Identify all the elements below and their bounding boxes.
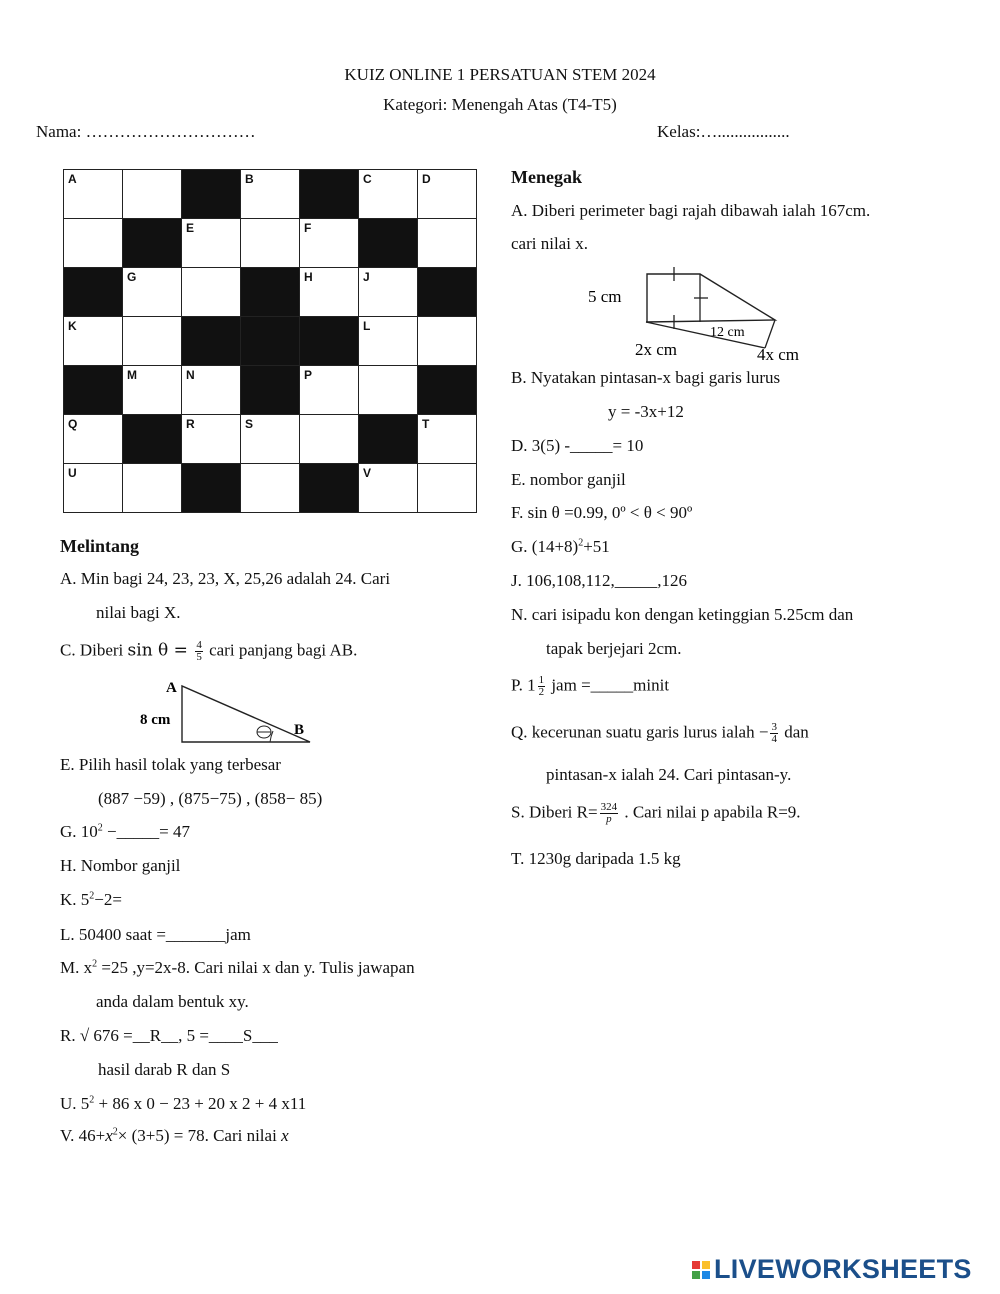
grid-cell-number — [182, 268, 240, 270]
angle-arc — [270, 731, 273, 742]
grid-cell-number: H — [304, 270, 313, 284]
grid-cell[interactable] — [359, 464, 418, 513]
grid-row — [64, 268, 477, 317]
grid-cell-black — [241, 268, 300, 317]
grid-cell[interactable] — [123, 268, 182, 317]
name-field-label[interactable]: Nama: ………………………… — [36, 122, 256, 141]
grid-cell-black — [418, 366, 477, 415]
clue-v-var2: x — [281, 1126, 289, 1145]
fraction-denominator: 5 — [196, 651, 202, 663]
across-clue-k — [60, 890, 122, 910]
down-clue-e: E. nombor ganjil — [511, 470, 626, 489]
down-clue-a: A. Diberi perimeter bagi rajah dibawah ialah 167cm. — [511, 201, 871, 220]
grid-cell-number — [418, 317, 476, 319]
down-clue-b-equation: y = -3x+12 — [608, 402, 684, 421]
across-clue-r-cont: hasil darab R dan S — [98, 1060, 231, 1079]
down-clue-g — [511, 537, 610, 557]
crossword-grid — [63, 169, 477, 513]
fraction-numerator: 324 — [600, 801, 618, 813]
grid-cell[interactable] — [123, 317, 182, 366]
grid-row — [64, 464, 477, 513]
grid-cell-black — [300, 317, 359, 366]
grid-cell-number: Q — [68, 417, 78, 431]
grid-cell[interactable] — [241, 415, 300, 464]
across-clue-l: L. 50400 saat =_______jam — [60, 925, 251, 944]
grid-row — [64, 219, 477, 268]
across-heading: Melintang — [60, 536, 139, 556]
grid-cell[interactable] — [418, 464, 477, 513]
grid-cell[interactable] — [300, 268, 359, 317]
grid-cell-black — [64, 268, 123, 317]
clue-g-rest: +51 — [583, 537, 610, 556]
grid-cell[interactable] — [359, 366, 418, 415]
grid-cell[interactable] — [123, 464, 182, 513]
grid-row — [64, 170, 477, 219]
grid-cell[interactable] — [300, 366, 359, 415]
logo-text: LIVEWORKSHEETS — [714, 1254, 972, 1284]
fraction — [770, 722, 778, 745]
across-clue-m-cont: anda dalam bentuk xy. — [96, 992, 249, 1011]
grid-cell-number: G — [127, 270, 137, 284]
clue-v-mid: × (3+5) = 78. Cari nilai — [117, 1126, 282, 1145]
grid-cell[interactable] — [64, 219, 123, 268]
clue-p-rest: jam =_____minit — [547, 675, 670, 695]
grid-cell-number — [123, 464, 181, 466]
clue-p-whole: P. 1 — [511, 675, 536, 695]
grid-cell-number — [418, 464, 476, 466]
grid-cell[interactable] — [241, 464, 300, 513]
class-field-label[interactable]: Kelas:…................. — [657, 122, 790, 141]
liveworksheets-logo — [692, 1254, 972, 1285]
across-clue-g — [60, 822, 190, 842]
grid-cell-number: U — [68, 466, 77, 480]
grid-cell-black — [182, 317, 241, 366]
down-clue-b: B. Nyatakan pintasan-x bagi garis lurus — [511, 368, 781, 387]
grid-cell[interactable] — [359, 317, 418, 366]
grid-cell[interactable] — [300, 415, 359, 464]
down-clue-p — [511, 675, 669, 698]
grid-row — [64, 317, 477, 366]
triangle-label-a: A — [166, 680, 177, 696]
fraction-numerator: 1 — [538, 674, 545, 686]
down-clue-q — [511, 722, 809, 745]
grid-cell-number — [359, 366, 417, 368]
logo-square — [692, 1261, 700, 1269]
grid-cell-black — [418, 268, 477, 317]
across-clue-u — [60, 1094, 306, 1114]
triangle-side-label: 8 cm — [140, 712, 171, 728]
label-2x: 2x cm — [635, 340, 678, 359]
down-clue-n-cont: tapak berjejari 2cm. — [546, 639, 682, 658]
grid-cell[interactable] — [64, 317, 123, 366]
across-clue-h: H. Nombor ganjil — [60, 856, 181, 875]
grid-cell[interactable] — [300, 219, 359, 268]
fraction — [195, 640, 203, 663]
down-clue-a-cont: cari nilai x. — [511, 234, 588, 253]
clue-c-suffix: cari panjang bagi AB. — [204, 640, 358, 660]
grid-cell[interactable] — [182, 366, 241, 415]
grid-cell-number: F — [304, 221, 312, 235]
worksheet-title: KUIZ ONLINE 1 PERSATUAN STEM 2024 — [344, 65, 656, 84]
fraction-numerator: 3 — [771, 721, 777, 733]
clue-v-prefix: V. 46+ — [60, 1126, 106, 1145]
grid-cell-number — [241, 464, 299, 466]
clue-c-prefix: C. Diberi — [60, 640, 128, 660]
grid-cell-black — [241, 366, 300, 415]
grid-row — [64, 415, 477, 464]
logo-squares-icon — [692, 1261, 710, 1279]
grid-cell[interactable] — [241, 170, 300, 219]
grid-cell-number — [64, 219, 122, 221]
down-clue-j: J. 106,108,112,_____,126 — [511, 571, 687, 590]
grid-cell-number: D — [422, 172, 431, 186]
grid-cell-black — [123, 219, 182, 268]
grid-cell[interactable] — [123, 366, 182, 415]
across-clue-v — [60, 1126, 289, 1146]
down-clue-n: N. cari isipadu kon dengan ketinggian 5.25cm dan — [511, 605, 854, 624]
trapezium-outline — [646, 274, 775, 322]
grid-cell-black — [182, 170, 241, 219]
grid-cell-number: J — [363, 270, 370, 284]
grid-cell-black — [300, 170, 359, 219]
triangle-label-b: B — [294, 722, 305, 738]
grid-row — [64, 366, 477, 415]
across-clue-e: E. Pilih hasil tolak yang terbesar — [60, 755, 281, 774]
grid-cell-black — [359, 219, 418, 268]
grid-cell-number: N — [186, 368, 195, 382]
grid-cell[interactable] — [182, 268, 241, 317]
logo-square — [692, 1271, 700, 1279]
clue-q-prefix: Q. kecerunan suatu garis lurus ialah − — [511, 722, 769, 742]
clue-m-rest: =25 ,y=2x-8. Cari nilai x dan y. Tulis jawapan — [97, 958, 415, 977]
clue-g-base: G. 10 — [60, 822, 98, 841]
label-5cm: 5 cm — [588, 287, 622, 306]
clue-k-exp: 2 — [89, 890, 95, 902]
fraction-denominator: 2 — [538, 686, 545, 698]
across-clue-c — [60, 640, 357, 663]
clue-u-exp: 2 — [89, 1094, 95, 1106]
clue-u-base: U. 5 — [60, 1094, 90, 1113]
across-clue-m — [60, 958, 415, 978]
grid-cell-number — [418, 219, 476, 221]
grid-cell-number: S — [245, 417, 254, 431]
down-clue-t: T. 1230g daripada 1.5 kg — [511, 849, 681, 868]
clue-m-base: M. x — [60, 958, 93, 977]
grid-cell[interactable] — [64, 170, 123, 219]
worksheet-category: Kategori: Menengah Atas (T4-T5) — [383, 95, 617, 114]
grid-cell-black — [64, 366, 123, 415]
grid-cell-number — [123, 170, 181, 172]
across-clue-r: R. √ 676 =__R__, 5 =____S___ — [60, 1026, 278, 1045]
clue-u-rest: + 86 x 0 − 23 + 20 x 2 + 4 x11 — [94, 1094, 307, 1113]
across-clue-a-cont: nilai bagi X. — [96, 603, 181, 622]
grid-cell-number: V — [363, 466, 372, 480]
grid-cell[interactable] — [64, 464, 123, 513]
grid-cell[interactable] — [241, 219, 300, 268]
right-triangle-diagram — [138, 676, 328, 748]
clue-g-exp: 2 — [97, 822, 103, 834]
clue-k-base: K. 5 — [60, 890, 90, 909]
logo-square — [702, 1261, 710, 1269]
fraction-denominator: 4 — [771, 733, 777, 745]
grid-cell-number: E — [186, 221, 195, 235]
grid-cell[interactable] — [418, 170, 477, 219]
grid-cell-number: A — [68, 172, 77, 186]
grid-cell-black — [300, 464, 359, 513]
down-clue-s — [511, 802, 801, 825]
grid-cell-number: M — [127, 368, 137, 382]
grid-cell[interactable] — [182, 219, 241, 268]
grid-cell-black — [123, 415, 182, 464]
grid-cell-number: P — [304, 368, 313, 382]
clue-v-var: x — [105, 1126, 113, 1145]
short-edge — [765, 320, 775, 348]
grid-cell[interactable] — [359, 268, 418, 317]
down-clue-q-cont: pintasan-x ialah 24. Cari pintasan-y. — [546, 765, 792, 784]
grid-cell[interactable] — [418, 415, 477, 464]
down-clue-f: F. sin θ =0.99, 0º < θ < 90º — [511, 503, 693, 522]
grid-cell[interactable] — [418, 317, 477, 366]
grid-cell[interactable] — [123, 170, 182, 219]
down-clue-d: D. 3(5) -_____= 10 — [511, 436, 644, 455]
grid-cell-black — [241, 317, 300, 366]
clue-v-exp: 2 — [112, 1126, 118, 1138]
grid-cell-number: B — [245, 172, 254, 186]
fraction — [600, 802, 619, 825]
clue-m-exp: 2 — [92, 958, 98, 970]
across-clue-a: A. Min bagi 24, 23, 23, X, 25,26 adalah 24. Cari — [60, 569, 391, 588]
grid-cell[interactable] — [418, 219, 477, 268]
grid-cell[interactable] — [359, 170, 418, 219]
label-4x: 4x cm — [757, 345, 800, 364]
clue-g-rest: −_____= 47 — [102, 822, 190, 841]
clue-g-exp: 2 — [578, 537, 584, 549]
logo-square — [702, 1271, 710, 1279]
grid-cell-number: L — [363, 319, 371, 333]
grid-cell-number: C — [363, 172, 372, 186]
fraction-denominator: p — [606, 813, 612, 825]
grid-cell-number — [300, 415, 358, 417]
clue-s-prefix: S. Diberi R= — [511, 802, 598, 822]
clue-s-suffix: . Cari nilai p apabila R=9. — [620, 802, 801, 822]
grid-cell[interactable] — [182, 415, 241, 464]
grid-cell-number — [241, 219, 299, 221]
grid-cell-number: R — [186, 417, 195, 431]
clue-g-base: G. (14+8) — [511, 537, 579, 556]
grid-cell-black — [359, 415, 418, 464]
clue-k-rest: −2= — [94, 890, 122, 909]
clue-q-suffix: dan — [779, 722, 809, 742]
grid-cell-number: T — [422, 417, 430, 431]
fraction-numerator: 4 — [196, 639, 202, 651]
grid-cell-number: K — [68, 319, 77, 333]
grid-cell[interactable] — [64, 415, 123, 464]
trapezium-diagram — [580, 262, 820, 370]
clue-c-sin: sin θ = — [127, 640, 194, 661]
grid-cell-black — [182, 464, 241, 513]
triangle-shape — [182, 686, 310, 742]
grid-cell-number — [123, 317, 181, 319]
fraction — [538, 675, 546, 698]
across-clue-e-cont: (887 −59) , (875−75) , (858− 85) — [98, 789, 323, 808]
label-12cm: 12 cm — [710, 325, 745, 340]
down-heading: Menegak — [511, 167, 582, 187]
